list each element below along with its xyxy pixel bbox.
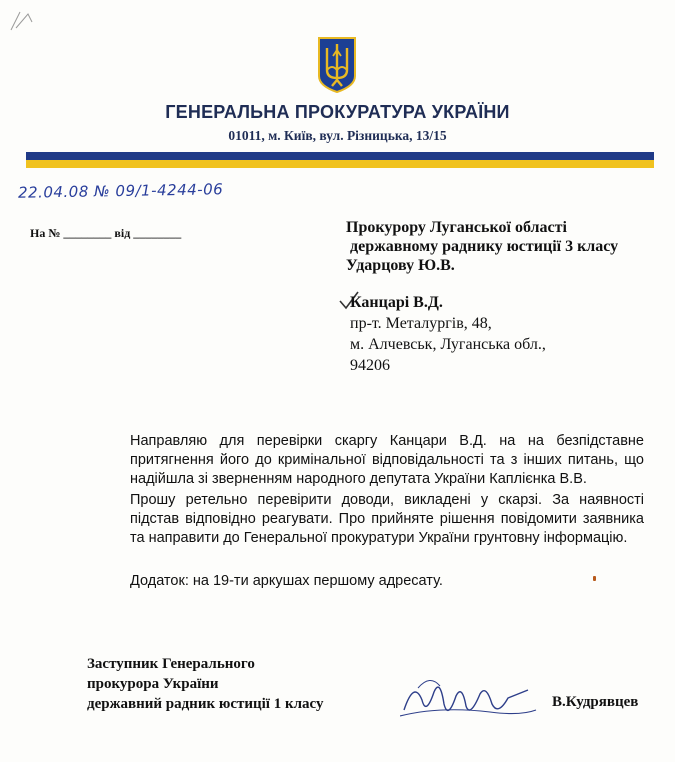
attachment-note: Додаток: на 19-ти аркушах першому адресату. bbox=[130, 573, 443, 589]
recipient-city: м. Алчевськ, Луганська обл., bbox=[350, 336, 546, 353]
body-paragraph-1: Направляю для перевірки скаргу Канцари В.Д. на на безпідставне притягнення його до кримінальної відповідальності та з інших питань, що надійшла зі зверненням народного депутата України Каплієнка В.В. bbox=[130, 433, 644, 487]
addressee-line-2: державному раднику юстиції 3 класу bbox=[350, 238, 619, 255]
organization-address: 01011, м. Київ, вул. Різницька, 13/15 bbox=[228, 128, 447, 143]
addressee-block bbox=[346, 218, 618, 275]
ink-dot bbox=[593, 576, 596, 581]
recipient-street: пр-т. Металургів, 48, bbox=[350, 315, 492, 332]
signatory-title-line-3: державний радник юстиції 1 класу bbox=[87, 696, 324, 712]
signer-name: В.Кудрявцев bbox=[552, 694, 639, 710]
handwritten-signature bbox=[400, 670, 540, 730]
addressee-line-1: Прокурору Луганської області bbox=[346, 219, 567, 236]
recipient-name: Канцарі В.Д. bbox=[350, 294, 443, 311]
signatory-title-line-1: Заступник Генерального bbox=[87, 656, 255, 672]
header-stripe-yellow bbox=[26, 160, 654, 168]
organization-name: ГЕНЕРАЛЬНА ПРОКУРАТУРА УКРАЇНИ bbox=[165, 102, 510, 122]
pen-scribble-icon bbox=[8, 8, 38, 34]
addressee-line-3: Ударцову Ю.В. bbox=[346, 257, 455, 274]
signatory-title-line-2: прокурора України bbox=[87, 676, 219, 692]
recipient-block bbox=[350, 292, 546, 376]
trident-emblem-icon bbox=[316, 36, 358, 94]
body-paragraph-2: Прошу ретельно перевірити доводи, викладені у скарзі. За наявності підстав відповідно реагувати. Про прийняте рішення повідомити заявника та направити до Генеральної прокуратури України грунтовну інформацію. bbox=[130, 492, 644, 546]
header-stripe-blue bbox=[26, 152, 654, 160]
handwritten-registration-number: 22.04.08 № 09/1-4244-06 bbox=[17, 180, 224, 202]
letter-body bbox=[130, 432, 644, 548]
signatory-title bbox=[87, 654, 323, 714]
reference-line: На № ________ від ________ bbox=[30, 226, 182, 240]
recipient-postcode: 94206 bbox=[350, 357, 390, 374]
